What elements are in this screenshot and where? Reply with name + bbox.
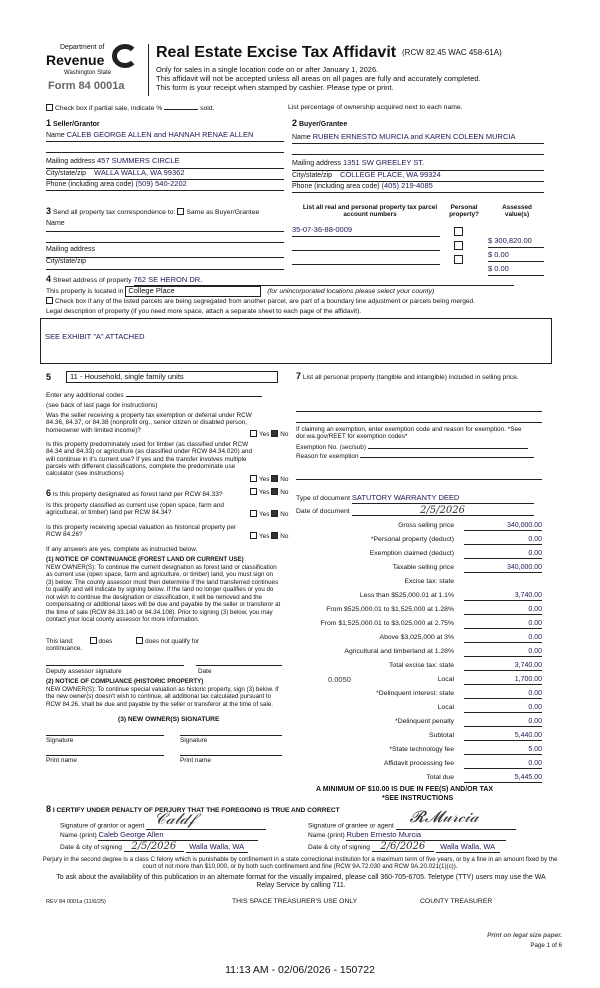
title-rcw: (RCW 82.45 WAC 458-61A) <box>402 48 502 57</box>
grantee-signature-field[interactable] <box>396 807 516 830</box>
additional-codes-label: Enter any additional codes <box>46 392 124 399</box>
see-instructions: *SEE INSTRUCTIONS <box>382 795 454 802</box>
buyer-city-label: City/state/zip <box>292 172 333 180</box>
location-select[interactable]: College Place <box>125 286 261 297</box>
no-label: No <box>280 431 289 438</box>
tax-row <box>296 536 542 546</box>
tax-row <box>296 746 542 756</box>
subtitle-2: This affidavit will not be accepted unless all areas on all pages are fully and accurately completed. <box>156 74 481 83</box>
tax-row <box>296 774 542 784</box>
seller-heading: Seller/Grantor <box>52 121 100 128</box>
print-name-label: Print name <box>46 757 77 764</box>
treasurer-use-label: THIS SPACE TREASURER'S USE ONLY <box>232 898 358 905</box>
exemption-no-label: Exemption No. (sec/sub) <box>296 444 366 451</box>
segregated-row <box>46 297 556 306</box>
corr-mail-field[interactable] <box>46 246 284 258</box>
sec6-q2-yes-checkbox[interactable] <box>250 510 257 517</box>
notice-2-title: (2) NOTICE OF COMPLIANCE (HISTORIC PROPERTY) <box>46 678 204 685</box>
yes-label: Yes <box>259 533 270 540</box>
tax-row <box>296 620 542 630</box>
additional-codes-row <box>46 392 284 400</box>
if-any-yes: If any answers are yes, complete as instructed below. <box>46 546 198 553</box>
tax-row <box>296 648 542 658</box>
county-treasurer-label: COUNTY TREASURER <box>420 898 493 905</box>
additional-codes-field[interactable] <box>126 396 262 397</box>
grantee-signature-label: Signature of grantee or agent <box>308 822 394 830</box>
tax-label: Above $3,025,000 at 3% <box>379 634 454 641</box>
seller-heading-num: 1 <box>46 118 52 128</box>
partial-sale-label: Check box if partial sale, indicate % <box>55 105 163 112</box>
no-label: No <box>280 476 289 483</box>
header-divider <box>148 44 149 96</box>
parcel-row <box>292 254 544 274</box>
personal-property-line2[interactable] <box>296 413 542 423</box>
parcel-number[interactable] <box>292 254 440 265</box>
agricultural-tax[interactable]: 0.00 <box>464 648 542 657</box>
sec7-text: List all personal property (tangible and intangible) included in selling price. <box>302 374 519 381</box>
seller-phone: (509) 540-2202 <box>135 179 187 189</box>
tax-row <box>296 704 542 714</box>
exemption-deduct[interactable]: 0.00 <box>464 550 542 559</box>
parcel-assessed[interactable]: $ 0.00 <box>488 251 544 262</box>
seller-name-label: Name <box>46 132 65 140</box>
deputy-date-field[interactable] <box>196 658 282 666</box>
tax-row <box>296 634 542 644</box>
doc-date-field[interactable]: 2/5/2026 <box>352 506 534 516</box>
doc-type-field[interactable]: SATUTORY WARRANTY DEED <box>352 494 534 504</box>
delinquent-interest-state[interactable]: 0.00 <box>464 690 542 699</box>
affidavit-processing-fee[interactable]: 0.00 <box>464 760 542 769</box>
yes-label: Yes <box>259 489 270 496</box>
tax-label: Subtotal <box>429 732 454 739</box>
delinquent-interest-local[interactable]: 0.00 <box>464 704 542 713</box>
sec5-q1-answers <box>250 430 288 438</box>
correspondence-section <box>46 206 284 270</box>
not-qualify-label: does not qualify for <box>145 638 200 645</box>
corr-name-line2[interactable] <box>46 232 284 243</box>
no-label: No <box>280 489 289 496</box>
total-excise-state[interactable]: 3,740.00 <box>464 662 542 671</box>
deputy-signature-field[interactable] <box>46 658 184 666</box>
same-as-buyer-label: Same as Buyer/Grantee <box>186 209 260 216</box>
buyer-phone-label: Phone (including area code) <box>292 183 380 191</box>
partial-pct-field[interactable] <box>164 109 198 110</box>
tax-label: From $1,525,000.01 to $3,025,000 at 2.75% <box>320 620 454 627</box>
notice-1-body: NEW OWNER(S): To continue the current designation as forest land or classification as current use (open space, farm and agriculture, or timber) land, you must sign on (3) below. The county assessor must then determine if the land transferred continues to qualify and will indicate by signing below. If the land no longer qualifies or you do not wish to continue the designation or classification, it will be removed and the compensating or additional taxes will be due and payable by the seller or transferor at the time of sale (RCW 84.33.140 or 84.34.108). Prior to signing (3) below, you may contact your local county assessor for more information. <box>46 564 281 624</box>
tax-row <box>296 578 542 588</box>
segregated-checkbox[interactable] <box>46 297 53 304</box>
sec5-heading-num: 5 <box>46 372 52 382</box>
buyer-heading-num: 2 <box>292 118 298 128</box>
grantee-name-field[interactable]: Ruben Ernesto Murcia <box>346 831 506 841</box>
grantor-signature-field[interactable] <box>146 809 266 830</box>
doc-type-label: Type of document <box>296 495 351 502</box>
partial-sale-row <box>46 104 214 113</box>
corr-mail-label: Mailing address <box>46 246 96 254</box>
sec5-q2-answers <box>250 475 288 483</box>
deputy-label: Deputy assessor signature <box>46 668 122 675</box>
reason-row <box>296 453 542 460</box>
located-label: This property is located in <box>46 288 124 295</box>
land-not-qualify-checkbox[interactable] <box>136 637 143 644</box>
tax-label: From $525,000.01 to $1,525,000 at 1.28% <box>326 606 454 613</box>
dept-line1: Department of <box>60 44 105 51</box>
sec6-q1-yes-checkbox[interactable] <box>250 488 257 495</box>
state-technology-fee[interactable]: 5.00 <box>464 746 542 755</box>
tax-row <box>296 690 542 700</box>
street-label: Street address of property <box>52 277 132 284</box>
buyer-name-field[interactable] <box>292 133 544 144</box>
sec7-intro <box>296 371 546 382</box>
corr-name-label: Name <box>46 220 65 228</box>
tax-label: Less than $525,000.01 at 1.1% <box>359 592 454 599</box>
seller-mail: 457 SUMMERS CIRCLE <box>96 156 180 166</box>
sec6-q1-answers <box>250 488 288 496</box>
does-label: does <box>98 638 113 645</box>
perjury-notice: Perjury in the second degree is a class C felony which is punishable by confinement in a state correctional institution for a maximum term of five years, or by a fine in an amount fixed by the court of not more than $10,000, or by both such confinement and fine (RCW 9A.72.030 and RCW 9A.20.021(1)(c)). <box>42 856 558 871</box>
doc-date-label: Date of document <box>296 508 350 515</box>
tax-row <box>296 662 542 672</box>
tax-label: Total due <box>426 774 454 781</box>
subtitle-3: This form is your receipt when stamped by cashier. Please type or print. <box>156 83 394 92</box>
dept-line3: Washington State <box>64 70 112 76</box>
seller-mail-label: Mailing address <box>46 158 96 166</box>
tax-row <box>296 592 542 602</box>
grantor-signature-label: Signature of grantor or agent <box>60 822 145 830</box>
property-heading-num: 4 <box>46 274 52 284</box>
no-label: No <box>280 511 289 518</box>
grantor-name-field[interactable]: Caleb George Allen <box>98 831 258 841</box>
owner-print-1[interactable] <box>46 748 164 756</box>
grantor-date-field[interactable]: 2/5/2026 <box>124 842 184 852</box>
tax-label: *Personal property (deduct) <box>370 536 454 543</box>
tax-row <box>296 564 542 574</box>
seller-name: CALEB GEORGE ALLEN and HANNAH RENAE ALLEN <box>66 130 254 140</box>
grantee-name-label: Name (print) <box>308 832 345 839</box>
tax-label: Local <box>437 676 454 683</box>
sec6-q3-no-checkbox[interactable] <box>271 532 278 539</box>
legal-description: SEE EXHIBIT "A" ATTACHED <box>45 332 145 341</box>
sec6-q2-no-checkbox[interactable] <box>271 510 278 517</box>
grantor-city-field[interactable]: Walla Walla, WA <box>186 843 248 853</box>
tax-tier-4[interactable]: 0.00 <box>464 634 542 643</box>
tax-row <box>296 522 542 532</box>
buyer-mail: 1351 SW GREELEY ST. <box>342 158 425 168</box>
grantee-signature-row <box>308 807 548 830</box>
parcel-personal-checkbox[interactable] <box>454 227 463 236</box>
deputy-date-label: Date <box>198 668 212 675</box>
sec6-q1-no-checkbox[interactable] <box>271 488 278 495</box>
legal-description-box[interactable] <box>40 318 552 364</box>
grantor-date-label: Date & city of signing <box>60 844 122 851</box>
tax-label: *Delinquent interest: state <box>376 690 454 697</box>
property-section <box>46 274 546 286</box>
grantor-date-row <box>60 842 286 853</box>
rev-number: REV 84 0001a (11/6/25) <box>46 899 106 905</box>
grantee-date-label: Date & city of signing <box>308 844 370 851</box>
buyer-heading: Buyer/Grantee <box>298 121 348 128</box>
sec6-q2-answers <box>250 510 288 518</box>
personal-property-field[interactable] <box>296 402 542 412</box>
sec5-q1-no-checkbox[interactable] <box>271 430 278 437</box>
page-number: Page 1 of 6 <box>530 942 562 949</box>
sec6-question-2: Is this property classified as current use (open space, farm and agricultural, or timber) land per RCW 84.34? <box>46 502 224 517</box>
sec6-question-1: Is this property designated as forest land per RCW 84.33? <box>52 491 223 498</box>
parcel-assessed[interactable]: $ 300,820.00 <box>488 237 544 248</box>
located-note: (for unincorporated locations please select your county) <box>267 288 435 295</box>
tax-row <box>296 550 542 560</box>
parcels-col-assessed: Assessed value(s) <box>502 204 532 219</box>
parcel-number[interactable]: 35-07-36-88-0009 <box>292 226 440 237</box>
doc-date-row <box>296 506 542 516</box>
personal-property-deduct[interactable]: 0.00 <box>464 536 542 545</box>
located-row <box>46 286 546 297</box>
buyer-section <box>292 118 544 193</box>
see-back-label: (see back of last page for instructions) <box>46 402 158 409</box>
grantor-name-row <box>60 831 286 841</box>
tax-tier-1[interactable]: 3,740.00 <box>464 592 542 601</box>
tax-tier-3[interactable]: 0.00 <box>464 620 542 629</box>
yes-label: Yes <box>259 431 270 438</box>
exemption-text: If claiming an exemption, enter exemption code and reason for exemption. *See dor.wa.gov/REET for exemption codes* <box>296 426 522 441</box>
yes-label: Yes <box>259 511 270 518</box>
grantee-date-row <box>308 842 548 853</box>
tax-label: Exemption claimed (deduct) <box>369 550 454 557</box>
taxable-selling-price[interactable]: 340,000.00 <box>464 564 542 573</box>
buyer-name: RUBEN ERNESTO MURCIA and KAREN COLEEN MURCIA <box>312 132 516 142</box>
exemption-no-field[interactable] <box>368 448 528 449</box>
owner-print-2[interactable] <box>180 748 282 756</box>
buyer-name-line2[interactable] <box>292 144 544 155</box>
seller-section <box>46 118 284 191</box>
corr-city-field[interactable] <box>46 258 284 270</box>
list-pct-label: List percentage of ownership acquired next to each name. <box>288 104 463 111</box>
segregated-label: Check box if any of the listed parcels are being segregated from another parcel, are part of a boundary line adjustment or parcels being merged. <box>55 298 476 305</box>
tax-label: Excise tax: state <box>404 578 454 585</box>
seller-phone-label: Phone (including area code) <box>46 181 134 189</box>
tax-label: Agricultural and timberland at 1.28% <box>344 648 454 655</box>
parcel-assessed[interactable]: $ 0.00 <box>488 265 544 276</box>
land-does-checkbox[interactable] <box>90 637 97 644</box>
sec5-q2-yes-checkbox[interactable] <box>250 475 257 482</box>
print-name-label: Print name <box>180 757 211 764</box>
subtitle-1: Only for sales in a single location code on or after January 1, 2026. <box>156 65 379 74</box>
reason-label: Reason for exemption <box>296 453 359 460</box>
tax-label: *State technology fee <box>389 746 454 753</box>
tax-row <box>296 676 542 686</box>
dor-logo <box>46 40 142 100</box>
grantor-signature-image: 𝒞𝒶𝓁𝒹𝒻 <box>154 809 196 828</box>
parcels-col-numbers: List all real and personal property tax parcel account numbers <box>302 204 438 219</box>
buyer-city: COLLEGE PLACE, WA 99324 <box>340 170 441 180</box>
tax-tier-2[interactable]: 0.00 <box>464 606 542 615</box>
seller-name-line2[interactable] <box>46 142 284 153</box>
delinquent-penalty[interactable]: 0.00 <box>464 718 542 727</box>
sec7-heading-num: 7 <box>296 371 302 381</box>
land-use-select[interactable]: 11 - Household, single family units <box>66 371 278 383</box>
sec5-question-2: Is this property predominately used for timber (as classified under RCW 84.34 and 84.33) or agriculture (as classified under RCW 84.34.020) and will continue in it's current use? If yes and the transfer involves multiple parcels with different classifications, complete the predominate use calculator (see instructions) <box>46 441 253 478</box>
reason-field[interactable] <box>360 457 534 458</box>
tax-label: Taxable selling price <box>392 564 454 571</box>
tax-row <box>296 732 542 742</box>
sec5-question-1: Was the seller receiving a property tax exemption or deferral under RCW 84.36, 84.37, or 84.38 (nonprofit org., senior citizen or disabled person, homeowner with limited income)? <box>46 412 252 434</box>
grantor-name-label: Name (print) <box>60 832 97 839</box>
subtotal[interactable]: 5,440.00 <box>464 732 542 741</box>
legal-paper-note: Print on legal size paper. <box>487 932 562 939</box>
parcel-personal-checkbox[interactable] <box>454 241 463 250</box>
logo-swirl-icon <box>112 44 138 68</box>
sold-label: sold. <box>200 105 215 112</box>
buyer-name-label: Name <box>292 134 311 142</box>
legal-label: Legal description of property (if you need more space, attach a separate sheet to each page of the affidavit). <box>46 308 362 315</box>
owner-signature-1[interactable] <box>46 728 164 736</box>
doc-type-row <box>296 494 542 504</box>
seller-phone-field[interactable] <box>46 180 284 191</box>
tax-row <box>296 760 542 770</box>
print-timestamp: 11:13 AM - 02/06/2026 - 150722 <box>225 964 375 976</box>
alternate-format-notice: To ask about the availability of this publication in an alternate format for the visually impaired, please call 360-705-6705. Teletype (TTY) users may use the WA Relay Service by calling 711. <box>56 874 546 890</box>
parcel-row <box>292 240 544 260</box>
page-title: Real Estate Excise Tax Affidavit <box>156 44 397 61</box>
local-tax[interactable]: 1,700.00 <box>464 676 542 685</box>
sec8-heading-num: 8 <box>46 804 52 814</box>
this-land-label: This land: <box>46 638 74 645</box>
same-as-buyer-checkbox[interactable] <box>177 208 184 215</box>
seller-city-label: City/state/zip <box>46 170 87 178</box>
local-rate: 0.0050 <box>328 675 351 684</box>
yes-label: Yes <box>259 476 270 483</box>
seller-city: WALLA WALLA, WA 99362 <box>94 168 185 178</box>
sec6-question-3: Is this property receiving special valuation as historical property per RCW 84.26? <box>46 524 237 539</box>
signature-label: Signature <box>180 737 208 744</box>
sec5-q2-no-checkbox[interactable] <box>271 475 278 482</box>
gross-selling-price[interactable]: 340,000.00 <box>464 522 542 531</box>
reason-line2[interactable] <box>296 472 542 480</box>
exemption-no-row <box>296 444 542 451</box>
buyer-phone-field[interactable] <box>292 182 544 193</box>
total-due[interactable]: 5,445.00 <box>464 774 542 783</box>
notice-1-title: (1) NOTICE OF CONTINUANCE (FOREST LAND OR CURRENT USE) <box>46 556 244 563</box>
tax-label: Affidavit processing fee <box>383 760 454 767</box>
owner-signature-2[interactable] <box>180 728 282 736</box>
grantee-city-field[interactable]: Walla Walla, WA <box>436 843 500 853</box>
corr-city-label: City/state/zip <box>46 258 87 266</box>
signature-label: Signature <box>46 737 74 744</box>
parcels-col-personal: Personal property? <box>449 204 479 219</box>
seller-name-field[interactable] <box>46 131 284 142</box>
no-label: No <box>280 533 289 540</box>
buyer-phone: (405) 219-4085 <box>381 181 433 191</box>
form-number: Form 84 0001a <box>48 80 125 92</box>
grantee-name-row <box>308 831 548 841</box>
partial-sale-checkbox[interactable] <box>46 104 53 111</box>
corr-heading-num: 3 <box>46 206 52 216</box>
grantee-date-field[interactable]: 2/6/2026 <box>372 842 434 852</box>
parcel-number[interactable] <box>292 240 440 251</box>
notice-2-body: NEW OWNER(S): To continue special valuation as historic property, sign (3) below. If the new owner(s) doesn't wish to continue, all additional tax calculated pursuant to RCW 84.26, shall be due and payable by the seller or transferor at the time of sale. <box>46 686 279 708</box>
tax-row <box>296 606 542 616</box>
buyer-mail-label: Mailing address <box>292 160 342 168</box>
sec5-q1-yes-checkbox[interactable] <box>250 430 257 437</box>
tax-label: Local <box>437 704 454 711</box>
sec6-heading-num: 6 <box>46 488 52 498</box>
street-field[interactable]: 762 SE HERON DR. <box>134 276 514 286</box>
tax-label: Gross selling price <box>398 522 454 529</box>
parcel-row <box>292 225 544 246</box>
dept-line2: Revenue <box>46 52 105 68</box>
corr-name-field[interactable] <box>46 220 284 232</box>
sec6-q3-yes-checkbox[interactable] <box>250 532 257 539</box>
corr-label: Send all property tax correspondence to: <box>52 209 176 216</box>
certify-text: I CERTIFY UNDER PENALTY OF PERJURY THAT THE FOREGOING IS TRUE AND CORRECT <box>52 807 340 814</box>
tax-label: *Delinquent penalty <box>395 718 454 725</box>
parcel-personal-checkbox[interactable] <box>454 255 463 264</box>
notice-3-title: (3) NEW OWNER(S) SIGNATURE <box>118 716 220 723</box>
grantee-signature-image: 𝓡𝓜𝓊𝓇𝒸𝒾𝒶 <box>409 807 479 826</box>
continuance-label: continuance. <box>46 645 83 652</box>
sec6-q3-answers <box>250 532 288 540</box>
tax-label: Total excise tax: state <box>389 662 454 669</box>
tax-row <box>296 718 542 728</box>
minimum-due: A MINIMUM OF $10.00 IS DUE IN FEE(S) AND/OR TAX <box>316 786 494 793</box>
